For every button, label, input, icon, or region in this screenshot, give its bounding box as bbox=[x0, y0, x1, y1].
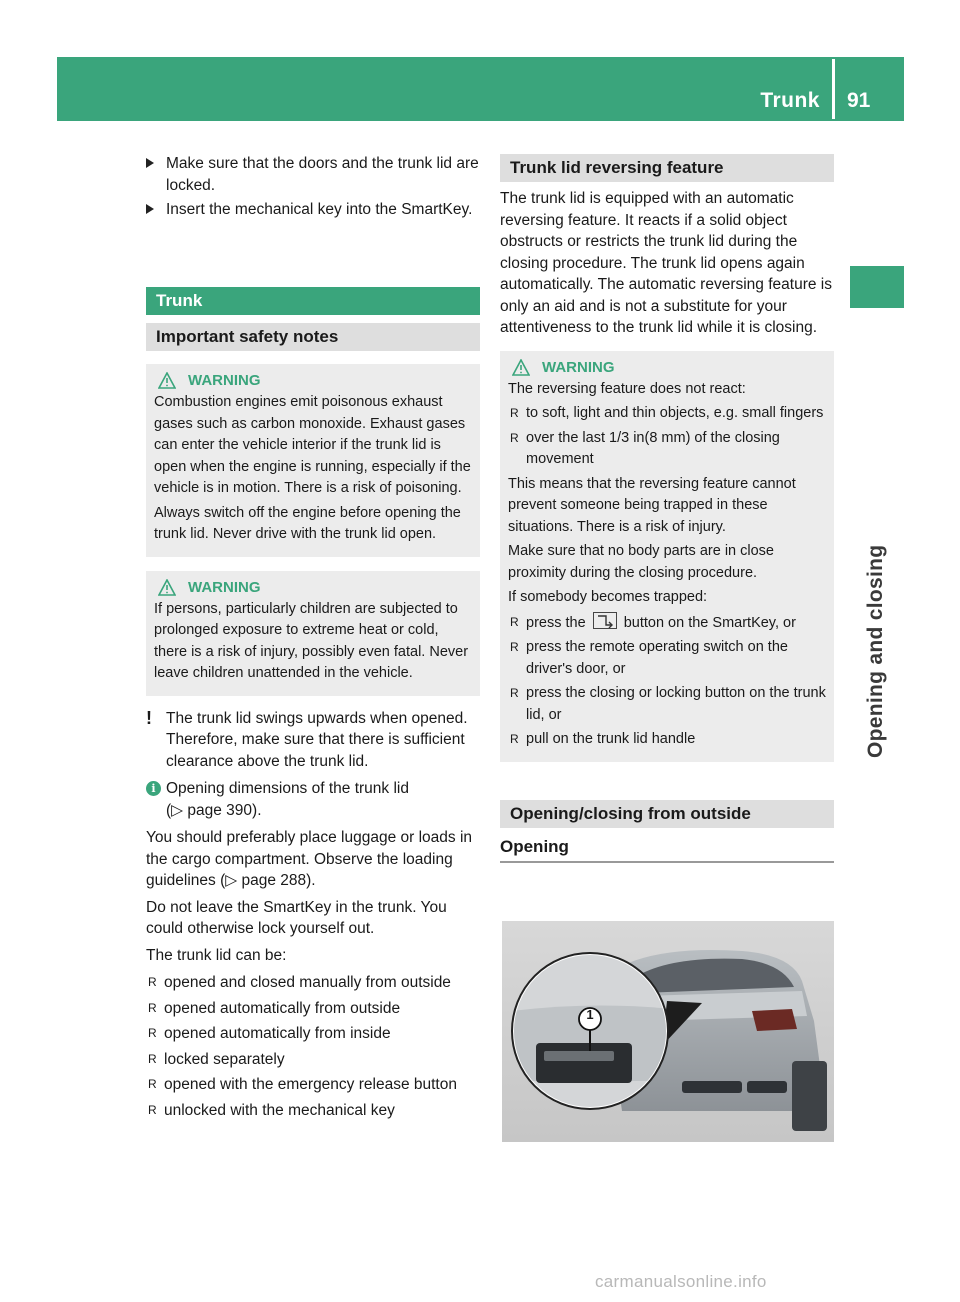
warning-triangle-icon bbox=[158, 372, 176, 389]
warning-text: This means that the reversing feature cannot prevent someone being trapped in these situations. There is a risk of injury. bbox=[508, 475, 796, 535]
info-icon: i bbox=[146, 781, 161, 796]
bullet-icon: R bbox=[148, 1000, 157, 1015]
warning-text: The reversing feature does not react: bbox=[508, 380, 746, 397]
caution-icon: ! bbox=[146, 707, 152, 728]
list-item: R over the last 1/3 in(8 mm) of the closing movement bbox=[510, 429, 780, 467]
section-title: Trunk lid reversing feature bbox=[500, 154, 834, 182]
section-title: Trunk bbox=[146, 287, 480, 315]
list-item: R opened and closed manually from outside bbox=[146, 972, 480, 994]
right-column bbox=[500, 154, 834, 863]
warning-heading: WARNING bbox=[154, 577, 472, 599]
list-item: R opened automatically from outside bbox=[146, 998, 480, 1020]
page-header bbox=[57, 57, 904, 121]
bullet-list bbox=[508, 403, 826, 471]
step-arrow-icon bbox=[146, 204, 154, 214]
side-tab-label: Opening and closing bbox=[864, 544, 887, 758]
bullet-icon: R bbox=[510, 686, 519, 700]
list-item: R locked separately bbox=[146, 1049, 480, 1071]
header-separator bbox=[832, 59, 835, 119]
bullet-icon: R bbox=[148, 1077, 157, 1091]
bullet-icon: R bbox=[510, 732, 519, 746]
warning-text: Always switch off the engine before opening the trunk lid. Never drive with the trunk lid open. bbox=[154, 504, 461, 542]
page-reference: (▷ page 390). bbox=[166, 801, 262, 819]
bullet-icon: R bbox=[148, 1051, 157, 1066]
subheading: Opening bbox=[500, 836, 834, 864]
step-item: Insert the mechanical key into the SmartKey. bbox=[146, 199, 480, 221]
bullet-icon: R bbox=[510, 430, 519, 445]
header-title: Trunk bbox=[760, 89, 820, 112]
warning-text: Combustion engines emit poisonous exhaust gases such as carbon monoxide. Exhaust gases can enter the vehicle interior if the trunk lid is open when the engine is running, especially if the vehicle is in motion. There is a risk of poisoning. bbox=[154, 394, 471, 496]
body-paragraph: The trunk lid is equipped with an automatic reversing feature. It reacts if a solid object obstructs or restricts the trunk lid during the closing procedure. The trunk lid opens again automatically. The automatic reversing feature is only an aid and is not a substitute for your attentiveness to the trunk lid while it is closing. bbox=[500, 190, 832, 336]
subsection-title: Important safety notes bbox=[146, 323, 480, 351]
warning-heading: WARNING bbox=[154, 370, 472, 392]
bullet-icon: R bbox=[510, 614, 519, 629]
list-item: R opened automatically from inside bbox=[146, 1023, 480, 1045]
bullet-icon: R bbox=[148, 1102, 157, 1117]
warning-triangle-icon bbox=[158, 579, 176, 596]
list-item: R to soft, light and thin objects, e.g. small fingers bbox=[508, 403, 826, 425]
trunk-key-button-icon bbox=[593, 612, 617, 629]
warning-text: Make sure that no body parts are in close proximity during the closing procedure. bbox=[508, 543, 774, 581]
bullet-icon: R bbox=[510, 640, 519, 654]
section-title: Opening/closing from outside bbox=[500, 800, 834, 828]
warning-box bbox=[146, 364, 480, 557]
watermark: carmanualsonline.info bbox=[595, 1272, 767, 1291]
bullet-icon: R bbox=[510, 406, 519, 420]
bullet-icon: R bbox=[148, 975, 157, 989]
list-item: R press the remote operating switch on the driver's door, or bbox=[510, 639, 788, 677]
callout-number: 1 bbox=[586, 1007, 594, 1022]
trunk-figure bbox=[502, 921, 834, 1142]
body-paragraph: The trunk lid can be: bbox=[146, 946, 287, 964]
warning-box bbox=[146, 571, 480, 696]
bullet-icon: R bbox=[148, 1026, 157, 1040]
warning-heading: WARNING bbox=[508, 357, 826, 379]
bullet-list bbox=[508, 637, 826, 751]
warning-text: If somebody becomes trapped: bbox=[508, 589, 708, 605]
body-paragraph: Do not leave the SmartKey in the trunk. You could otherwise lock yourself out. bbox=[146, 898, 447, 937]
list-item: R opened with the emergency release button bbox=[146, 1074, 480, 1096]
body-paragraph: You should preferably place luggage or loads in the cargo compartment. Observe the loading guidelines (▷ page 288). bbox=[146, 829, 473, 889]
warning-box bbox=[500, 351, 834, 762]
left-section bbox=[146, 287, 480, 1125]
left-column bbox=[146, 153, 480, 221]
side-tab-marker bbox=[850, 266, 904, 308]
list-item: R press the button on the SmartKey, or bbox=[508, 612, 826, 635]
step-arrow-icon bbox=[146, 158, 154, 168]
warning-triangle-icon bbox=[512, 359, 530, 376]
warning-text: If persons, particularly children are subjected to prolonged exposure to extreme heat or cold, there is a risk of injury, possibly even fatal. Never leave children unattended in the vehicle. bbox=[154, 600, 469, 681]
step-item: Make sure that the doors and the trunk lid are locked. bbox=[146, 153, 480, 196]
list-item: R pull on the trunk lid handle bbox=[508, 729, 826, 751]
bullet-list bbox=[146, 972, 480, 1121]
caution-note: ! The trunk lid swings upwards when opened. Therefore, make sure that there is sufficient clearance above the trunk lid. bbox=[146, 707, 468, 770]
car-rear-illustration bbox=[502, 921, 834, 1142]
list-item: R press the closing or locking button on the trunk lid, or bbox=[510, 685, 826, 723]
page-number: 91 bbox=[847, 89, 871, 112]
list-item: R unlocked with the mechanical key bbox=[146, 1100, 480, 1122]
info-note: i Opening dimensions of the trunk lid (▷ page 390). bbox=[146, 778, 480, 821]
